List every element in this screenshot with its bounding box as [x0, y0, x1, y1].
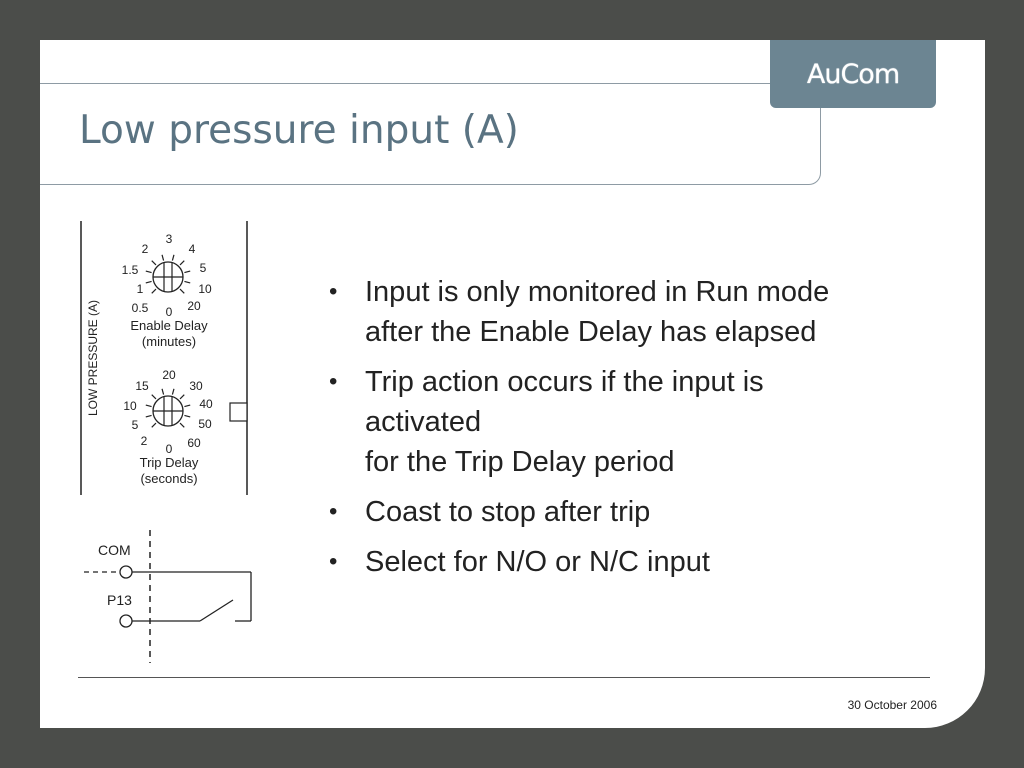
enable-delay-unit: (minutes) [141, 334, 197, 349]
dial-tick-mark [180, 395, 184, 399]
bullet-text: Coast to stop after trip [365, 496, 651, 528]
trip-delay-dial [123, 368, 213, 486]
bullet-dot: • [329, 498, 338, 525]
dial-tick-mark [146, 271, 152, 273]
trip-tick-15: 15 [135, 379, 149, 393]
slide-date: 30 October 2006 [847, 698, 937, 712]
dial-tick-mark [146, 405, 152, 407]
dial-tick-mark [162, 255, 164, 261]
dial-tick-mark [180, 423, 184, 427]
enable-tick-5: 5 [199, 261, 207, 275]
dial-tick-mark [180, 289, 184, 293]
trip-tick-5: 5 [131, 418, 139, 432]
dial-tick-mark [152, 423, 156, 427]
dial-tick-mark [152, 395, 156, 399]
bullet-item [325, 492, 945, 532]
slide-title: Low pressure input (A) [79, 108, 519, 153]
enable-tick-1: 1 [136, 282, 144, 296]
bullet-dot: • [329, 368, 338, 395]
dial-tick-mark [184, 415, 190, 417]
trip-delay-caption: Trip Delay [139, 455, 199, 470]
aucom-logo: AuCom [806, 58, 900, 90]
trip-tick-40: 40 [199, 397, 213, 411]
dial-tick-mark [184, 281, 190, 283]
dial-tick-mark [184, 405, 190, 407]
low-pressure-side-label: LOW PRESSURE (A) [86, 299, 100, 417]
dial-tick-mark [146, 281, 152, 283]
enable-tick-2: 2 [141, 242, 149, 256]
switch-contact [200, 600, 233, 621]
terminal-p13-label: P13 [107, 592, 132, 608]
dial-panel-diagram [40, 40, 300, 608]
wiring-diagram [84, 530, 251, 663]
slide [40, 40, 985, 728]
bullet-dot: • [329, 278, 338, 305]
connector-tab [230, 403, 247, 421]
dial-tick-mark [152, 289, 156, 293]
dial-tick-mark [184, 271, 190, 273]
trip-tick-50: 50 [198, 417, 212, 431]
enable-tick-20: 20 [187, 299, 201, 313]
bullet-text: activated [365, 406, 482, 438]
logo-box [770, 40, 936, 108]
bullet-text: Select for N/O or N/C input [365, 546, 710, 578]
enable-delay-dial [122, 232, 212, 349]
bullet-text: Input is only monitored in Run mode [365, 276, 830, 308]
dial-tick-mark [152, 261, 156, 265]
enable-tick-1_5: 1.5 [121, 263, 139, 277]
trip-tick-0: 0 [165, 442, 173, 456]
enable-tick-3: 3 [165, 232, 173, 246]
terminal-com-label: COM [98, 542, 131, 558]
dial-tick-mark [172, 255, 174, 261]
terminal-p13 [120, 615, 132, 627]
dial-tick-mark [162, 389, 164, 395]
trip-tick-2: 2 [140, 434, 148, 448]
dial-tick-mark [172, 389, 174, 395]
enable-tick-0: 0 [165, 305, 173, 319]
bullet-text: after the Enable Delay has elapsed [365, 316, 817, 348]
bullet-item [325, 272, 945, 352]
trip-tick-30: 30 [189, 379, 203, 393]
trip-tick-20: 20 [162, 368, 176, 382]
terminal-com [120, 566, 132, 578]
footer-rule [78, 677, 930, 678]
enable-tick-4: 4 [188, 242, 196, 256]
bullet-text: Trip action occurs if the input is [365, 366, 764, 398]
trip-delay-unit: (seconds) [140, 471, 198, 486]
enable-tick-0_5: 0.5 [131, 301, 149, 315]
bullet-item [325, 362, 945, 482]
trip-tick-60: 60 [187, 436, 201, 450]
enable-tick-10: 10 [198, 282, 212, 296]
bullet-dot: • [329, 548, 338, 575]
dial-tick-mark [146, 415, 152, 417]
enable-delay-caption: Enable Delay [130, 318, 208, 333]
trip-tick-10: 10 [123, 399, 137, 413]
bullet-item [325, 542, 945, 582]
bullet-text: for the Trip Delay period [365, 446, 675, 478]
dial-tick-mark [180, 261, 184, 265]
bullet-list [325, 272, 945, 592]
